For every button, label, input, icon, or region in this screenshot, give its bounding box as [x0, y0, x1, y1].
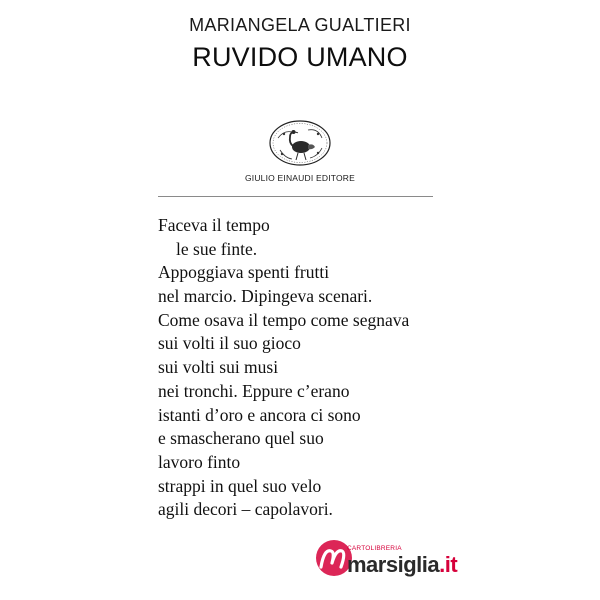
poem-line: lavoro finto: [158, 451, 241, 472]
poem-line: e smascherano quel suo: [158, 428, 324, 449]
poem-text: [158, 214, 458, 522]
poem-line: nei tronchi. Eppure c’erano: [158, 380, 350, 401]
watermark-brand: [347, 552, 457, 578]
poem-line: le sue finte.: [176, 238, 258, 259]
publisher-name: GIULIO EINAUDI EDITORE: [244, 173, 356, 183]
poem-line: sui volti sui musi: [158, 357, 279, 378]
poem-line: istanti d’oro e ancora ci sono: [158, 404, 361, 425]
watermark: [313, 537, 493, 587]
watermark-brand-name: marsiglia: [347, 552, 440, 577]
watermark-subtitle: CARTOLIBRERIA: [347, 545, 402, 552]
poem-line: Faceva il tempo: [158, 215, 270, 235]
divider: [158, 196, 433, 197]
poem-line: agili decori – capolavori.: [158, 499, 333, 520]
book-title: RUVIDO UMANO: [192, 42, 408, 72]
watermark-brand-tld: .it: [439, 552, 458, 577]
ostrich-emblem-icon: [268, 118, 332, 168]
author-name: MARIANGELA GUALTIERI: [189, 15, 411, 35]
poem-line: nel marcio. Dipingeva scenari.: [158, 286, 373, 307]
poem-line: Appoggiava spenti frutti: [158, 262, 330, 283]
poem-line: strappi in quel suo velo: [158, 475, 322, 496]
poem-line: Come osava il tempo come segnava: [158, 309, 410, 330]
poem-line: sui volti il suo gioco: [158, 333, 301, 354]
